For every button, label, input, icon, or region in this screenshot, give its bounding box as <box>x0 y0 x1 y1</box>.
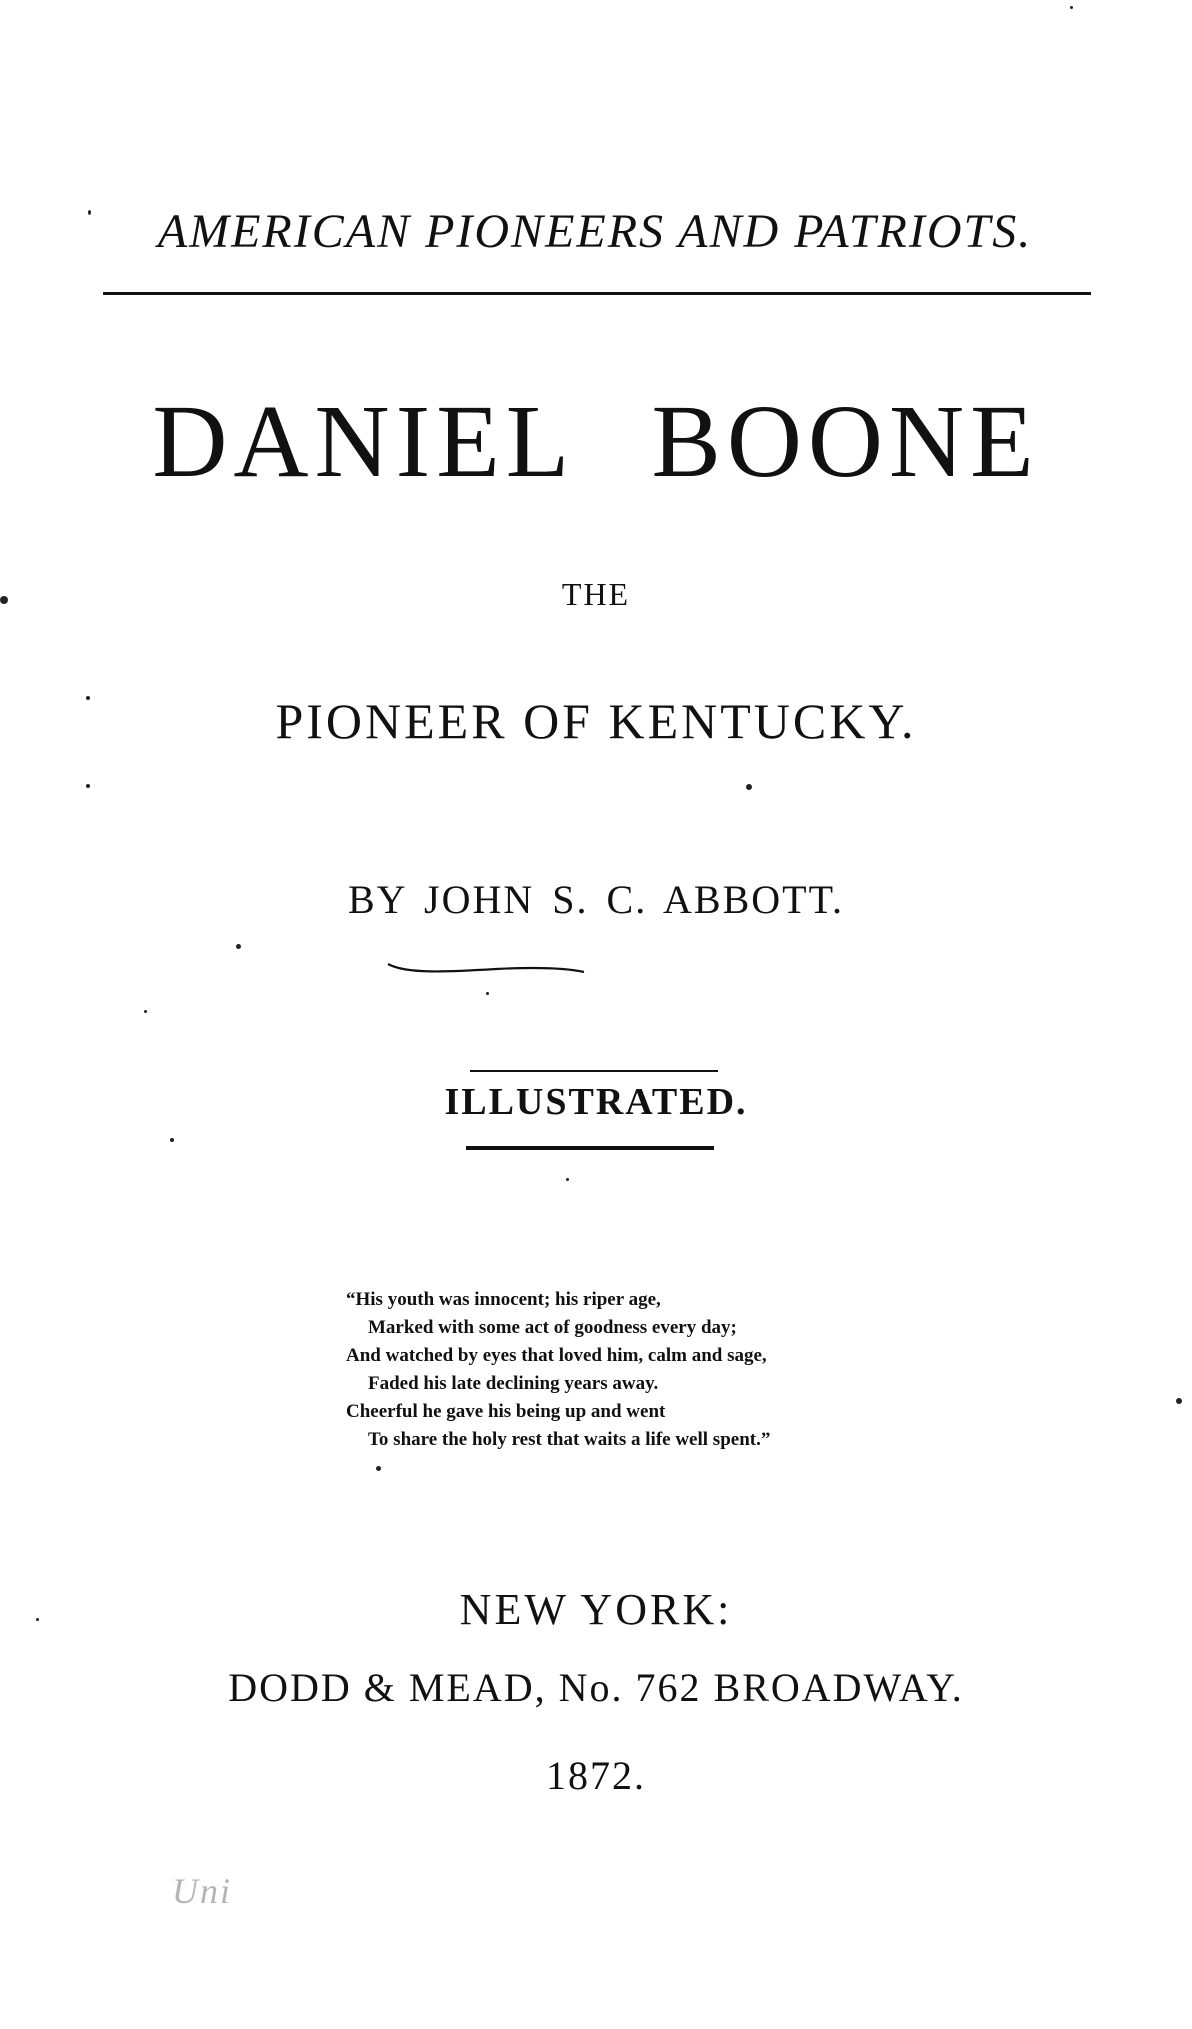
decorative-swash <box>386 958 586 978</box>
book-title: DANIEL BOONE <box>152 384 1040 499</box>
title-connector: THE <box>561 576 631 612</box>
top-rule <box>103 292 1091 295</box>
epigraph <box>346 1286 906 1454</box>
imprint-publisher: DODD & MEAD, No. 762 BROADWAY. <box>228 1665 964 1710</box>
epigraph-line: Marked with some act of goodness every day; <box>368 1317 737 1338</box>
epigraph-line: And watched by eyes that loved him, calm and sage, <box>346 1345 767 1366</box>
illustrated-rule-bottom <box>466 1146 714 1150</box>
scan-speck <box>170 1138 174 1142</box>
series-title: AMERICAN PIONEERS AND PATRIOTS. <box>157 205 1033 258</box>
epigraph-line: To share the holy rest that waits a life well spent.” <box>368 1429 771 1450</box>
illustrated-rule-top <box>470 1070 718 1072</box>
scan-speck <box>746 784 752 790</box>
imprint-city: NEW YORK: <box>459 1585 733 1634</box>
epigraph-line: Faded his late declining years away. <box>368 1373 659 1394</box>
scan-speck <box>86 696 90 700</box>
library-stamp: Uni <box>172 1871 232 1911</box>
scan-speck <box>0 596 8 604</box>
scan-speck <box>566 1178 569 1181</box>
illustrated-label: ILLUSTRATED. <box>444 1081 748 1123</box>
scan-speck <box>1176 1398 1182 1404</box>
scan-speck <box>36 1618 39 1621</box>
author-line: BY JOHN S. C. ABBOTT. <box>347 877 845 922</box>
scan-speck <box>86 784 90 788</box>
scan-speck <box>236 944 241 949</box>
imprint-year: 1872. <box>546 1753 646 1798</box>
epigraph-line: “His youth was innocent; his riper age, <box>346 1289 661 1310</box>
scan-speck <box>486 992 489 995</box>
scan-speck <box>88 210 91 215</box>
epigraph-line: Cheerful he gave his being up and went <box>346 1401 666 1422</box>
scan-speck <box>1070 6 1073 9</box>
scan-speck <box>144 1010 147 1013</box>
book-subtitle: PIONEER OF KENTUCKY. <box>275 693 917 749</box>
scan-speck <box>376 1466 381 1471</box>
